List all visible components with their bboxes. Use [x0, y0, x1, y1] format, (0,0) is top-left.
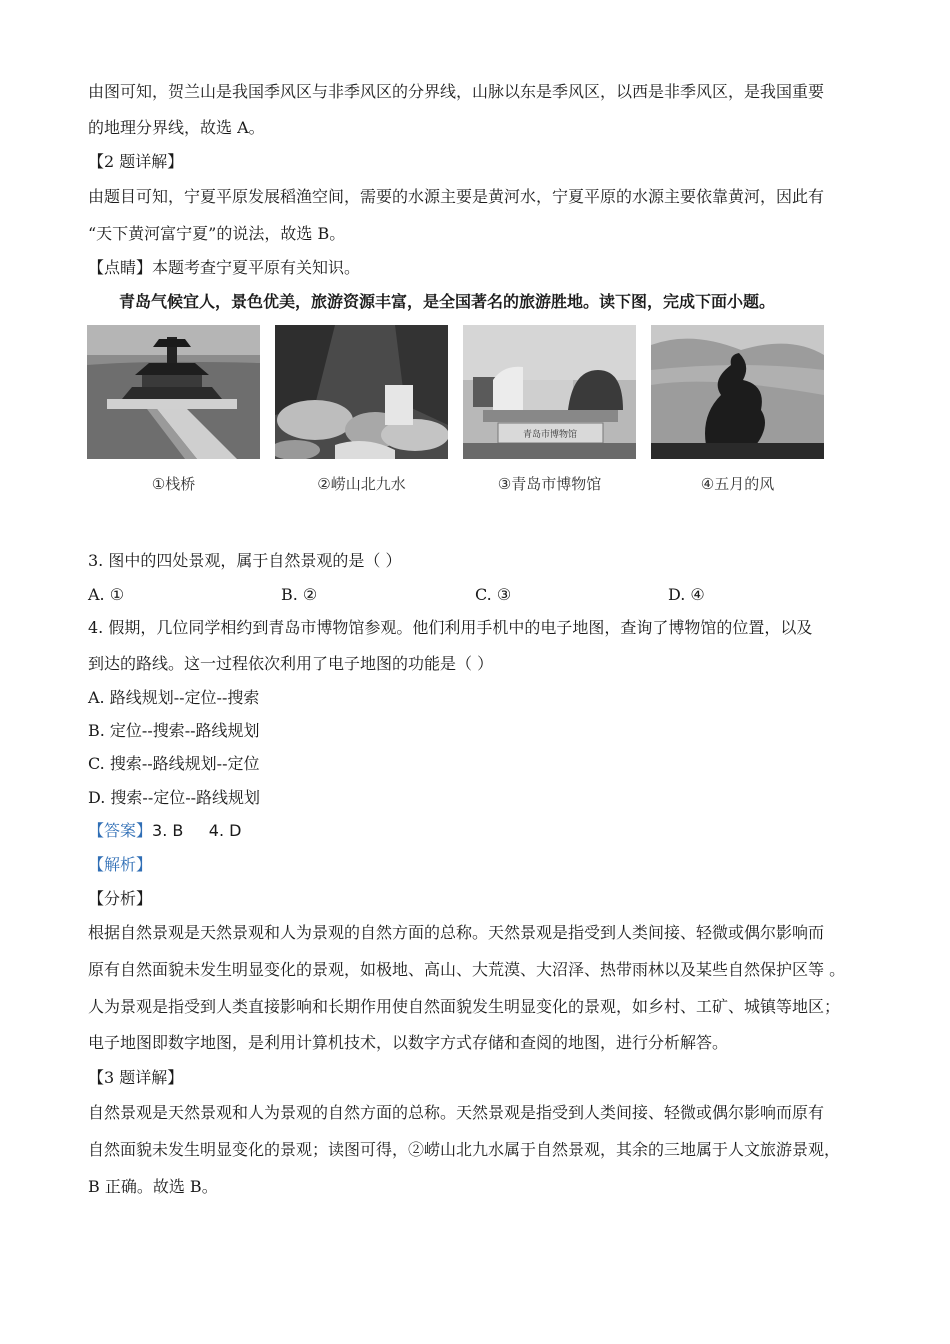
jiexi-label: 【解析】 — [88, 855, 153, 874]
text-line: 原有自然面貌未发生明显变化的景观，如极地、高山、大荒漠、大沼泽、热带雨林以及某些自然保护区等 。 — [88, 960, 846, 979]
q4-option-d: D. 搜索--定位--路线规划 — [88, 788, 261, 807]
answer-value: 3. B 4. D — [152, 821, 242, 840]
q4-option-c: C. 搜索--路线规划--定位 — [88, 754, 260, 773]
question-4-stem: 到达的路线。这一过程依次利用了电子地图的功能是（ ） — [88, 654, 494, 673]
text-line: 根据自然景观是天然景观和人为景观的自然方面的总称。天然景观是指受到人类间接、轻微或偶尔影响而 — [88, 923, 825, 942]
pier-pavilion-photo — [87, 325, 260, 459]
text-line: 人为景观是指受到人类直接影响和长期作用使自然面貌发生明显变化的景观，如乡村、工矿、城镇等地区； — [88, 997, 841, 1016]
text-line: 电子地图即数字地图，是利用计算机技术，以数字方式存储和查阅的地图，进行分析解答。 — [88, 1033, 729, 1052]
text-line: 自然景观是天然景观和人为景观的自然方面的总称。天然景观是指受到人类间接、轻微或偶尔影响而原有 — [88, 1103, 825, 1122]
text-line: 由题目可知，宁夏平原发展稻渔空间，需要的水源主要是黄河水，宁夏平原的水源主要依靠黄河，因此有 — [88, 187, 825, 206]
q3-option-a: A. ① — [88, 585, 125, 604]
q3-option-b: B. ② — [281, 585, 318, 604]
photo-caption: ④五月的风 — [700, 475, 775, 493]
answer-label: 【答案】 — [88, 821, 153, 840]
text-line: 自然面貌未发生明显变化的景观；读图可得，②崂山北九水属于自然景观，其余的三地属于人文旅游景观， — [88, 1140, 841, 1159]
photo-caption: ③青岛市博物馆 — [497, 475, 602, 493]
photo-caption: ②崂山北九水 — [317, 475, 406, 493]
q4-option-b: B. 定位--搜索--路线规划 — [88, 721, 260, 740]
q3-detail-heading: 【3 题详解】 — [88, 1068, 184, 1087]
photo-caption: ①栈桥 — [151, 475, 196, 493]
intro-text: 青岛气候宜人，景色优美，旅游资源丰富，是全国著名的旅游胜地。读下图，完成下面小题。 — [119, 292, 776, 311]
fenxi-heading: 【分析】 — [88, 889, 153, 908]
text-line: B 正确。故选 B。 — [88, 1177, 218, 1196]
q2-detail-heading: 【2 题详解】 — [88, 152, 184, 171]
dianjing-note: 【点睛】本题考查宁夏平原有关知识。 — [88, 258, 361, 277]
museum-photo — [463, 325, 636, 459]
sculpture-photo — [651, 325, 824, 459]
q3-option-c: C. ③ — [475, 585, 512, 604]
waterfall-photo — [275, 325, 448, 459]
svg-text:青岛市博物馆: 青岛市博物馆 — [522, 430, 578, 440]
q3-option-d: D. ④ — [668, 585, 705, 604]
text-line: 由图可知，贺兰山是我国季风区与非季风区的分界线，山脉以东是季风区，以西是非季风区，是我国重要 — [88, 82, 825, 101]
answer-line — [88, 821, 241, 841]
text-line: “天下黄河富宁夏”的说法，故选 B。 — [88, 224, 346, 243]
question-4-stem: 4. 假期，几位同学相约到青岛市博物馆参观。他们利用手机中的电子地图，查询了博物馆的位置，以及 — [88, 618, 813, 637]
question-3-stem: 3. 图中的四处景观，属于自然景观的是（ ） — [88, 551, 402, 570]
q4-option-a: A. 路线规划--定位--搜索 — [88, 688, 260, 707]
text-line: 的地理分界线，故选 A。 — [88, 118, 265, 137]
